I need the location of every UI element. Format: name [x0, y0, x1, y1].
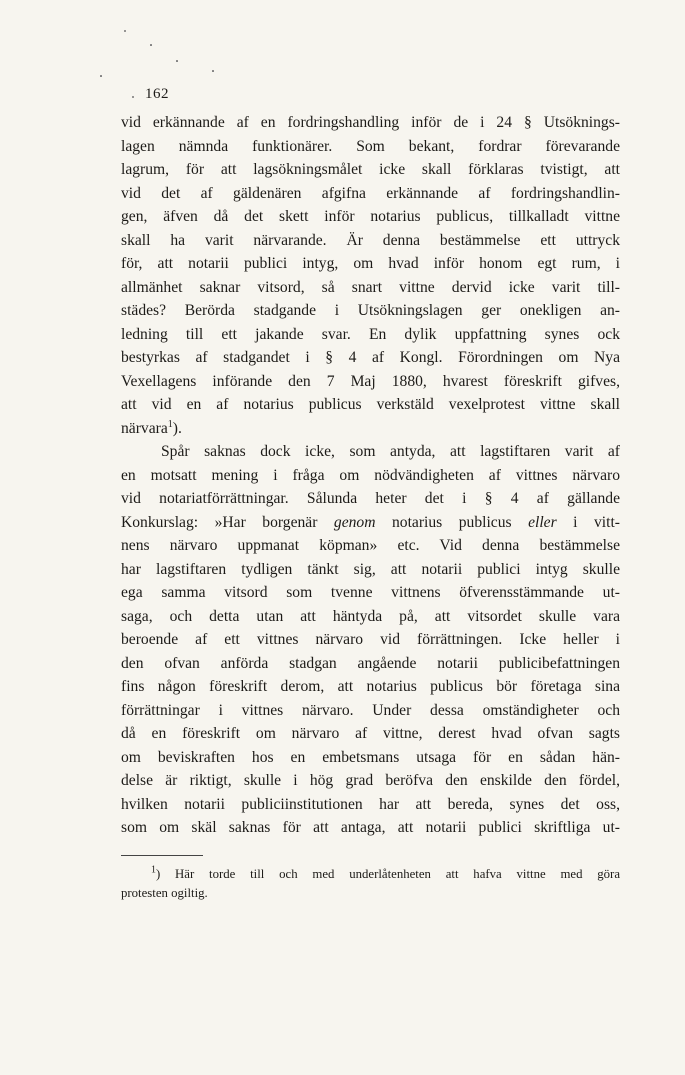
- text-line: skall ha varit närvarande. Är denna bestämmelse ett uttryck: [121, 231, 620, 249]
- emphasis: genom: [333, 513, 376, 531]
- footnote-text: ) Här torde till och med underlåtenheten att hafva vittne med göra: [156, 867, 620, 881]
- text-line: då en föreskrift om närvaro af vittne, derest hvad ofvan sagts: [121, 725, 620, 742]
- text-line: delse är riktigt, skulle i hög grad beröfva den enskilde den fördel,: [121, 772, 620, 789]
- text-line: vid notariatförrättningar. Sålunda heter det i § 4 af gällande: [121, 490, 620, 507]
- text-line: hvilken notarii publiciinstitutionen har att bereda, synes det oss,: [121, 795, 620, 813]
- footnotes: [121, 865, 620, 903]
- page-number: 162: [145, 86, 169, 102]
- text-fragment: Konkurslag: »Har borgenär: [121, 513, 334, 531]
- text-fragment: ).: [172, 419, 182, 437]
- footnote-line: protesten ogiltig.: [121, 886, 208, 900]
- text-line: fins någon föreskrift derom, att notarius publicus bör företaga sina: [121, 678, 620, 695]
- footnote-reference: 1: [167, 418, 173, 430]
- text-line: nens närvaro uppmanat köpman» etc. Vid denna bestämmelse: [121, 537, 620, 554]
- text-line: lagen nämnda funktionärer. Som bekant, fordrar förevarande: [121, 137, 620, 155]
- speck: [100, 75, 102, 77]
- emphasis: eller: [528, 513, 557, 531]
- text-line: [121, 511, 620, 535]
- text-line: vid det af gäldenären afgifna erkännande af fordringshandlin-: [121, 184, 620, 202]
- text-line: gen, äfven då det skett inför notarius publicus, tillkalladt vittne: [121, 208, 620, 225]
- text-line: ledning till ett jakande svar. En dylik uppfattning synes ock: [121, 325, 620, 343]
- footnote-line: [121, 865, 620, 884]
- speck: [124, 30, 126, 32]
- text-fragment: närvara: [121, 419, 168, 437]
- text-line: har lagstiftaren tydligen tänkt sig, att notarii publici intyg skulle: [121, 560, 620, 578]
- text-fragment: notarius publicus: [375, 513, 529, 531]
- footnote-marker: 1: [151, 864, 156, 876]
- text-line: allmänhet saknar vitsord, så snart vittne dervid icke varit till-: [121, 278, 620, 296]
- text-line: lagrum, för att lagsökningsmålet icke skall förklaras tvistigt, att: [121, 161, 620, 178]
- text-line: vid erkännande af en fordringshandling inför de i 24 § Utsöknings-: [121, 114, 620, 131]
- speck: [132, 96, 134, 98]
- text-line: saga, och detta utan att häntyda på, att vitsordet skulle vara: [121, 607, 620, 625]
- body-text: [121, 111, 620, 840]
- text-line: Vexellagens införande den 7 Maj 1880, hvarest föreskrift gifves,: [121, 372, 620, 390]
- speck: [150, 44, 152, 46]
- text-line: en motsatt mening i fråga om nödvändigheten af vittnes närvaro: [121, 466, 620, 484]
- speck: [212, 70, 214, 72]
- text-line: att vid en af notarius publicus verkstäld vexelprotest vittne skall: [121, 396, 620, 413]
- text-line: om beviskraften hos en embetsmans utsaga för en sådan hän-: [121, 748, 620, 766]
- text-line: för, att notarii publici intyg, om hvad inför honom egt rum, i: [121, 255, 620, 272]
- text-line: bestyrkas af stadgandet i § 4 af Kongl. Förordningen om Nya: [121, 349, 620, 366]
- text-line: förrättningar i vittnes närvaro. Under dessa omständigheter och: [121, 701, 620, 719]
- text-line: den ofvan anförda stadgan angående notarii publicibefattningen: [121, 654, 620, 672]
- footnote-divider: [121, 855, 203, 856]
- text-line: beroende af ett vittnes närvaro vid förrättningen. Icke heller i: [121, 631, 620, 648]
- text-fragment: i vitt-: [556, 513, 620, 531]
- text-line: [121, 417, 620, 441]
- text-line: ega samma vitsord som tvenne vittnens öfverensstämmande ut-: [121, 584, 620, 601]
- text-line: städes? Berörda stadgande i Utsökningslagen ger onekligen an-: [121, 302, 620, 319]
- speck: [176, 60, 178, 62]
- text-line: Spår saknas dock icke, som antyda, att lagstiftaren varit af: [161, 443, 620, 460]
- text-line: som om skäl saknas för att antaga, att notarii publici skriftliga ut-: [121, 819, 620, 836]
